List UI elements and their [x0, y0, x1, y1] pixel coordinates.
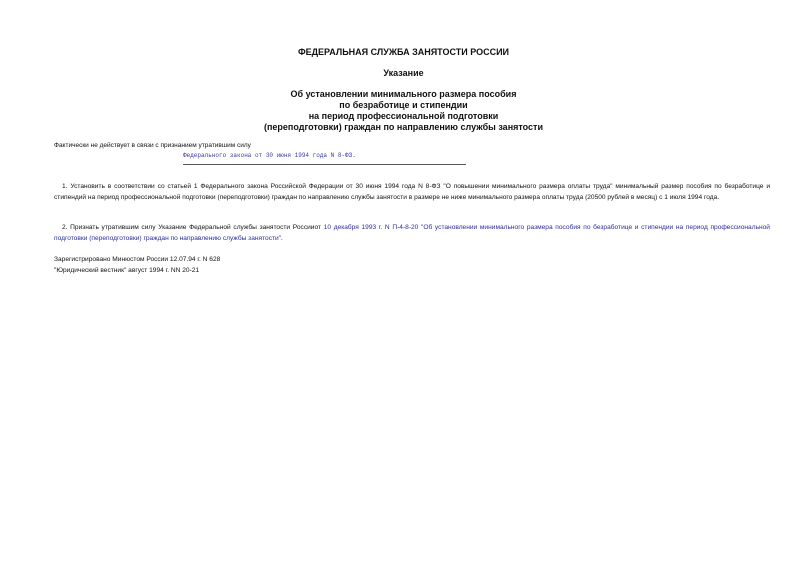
paragraph-2-prefix: 2. Признать утратившим силу Указание Федеральной службы занятости Россииот — [62, 224, 324, 231]
title-line: на период профессиональной подготовки — [308, 111, 499, 121]
agency-name: ФЕДЕРАЛЬНАЯ СЛУЖБА ЗАНЯТОСТИ РОССИИ — [297, 47, 510, 57]
title-line: Об установлении минимального размера пособия — [290, 89, 517, 99]
paragraph-2 — [54, 223, 770, 244]
title-line: (переподготовки) граждан по направлению службы занятости — [263, 122, 543, 132]
paragraph-1: 1. Установить в соответствии со статьей 1 Федерального закона Российской Федерации от 30 июня 1994 года N 8-ФЗ "О повышении минимального размера оплаты труда" минимальный размер пособия по безработице и стипендий на период профессиональной подготовки (переподготовки) граждан по направлению службы занятости в размере не ниже минимального размера оплаты труда (20500 рублей в месяц) с 1 июля 1994 года. — [54, 183, 770, 201]
registration-note: Зарегистрировано Минюстом России 12.07.94 г. N 628 — [54, 256, 221, 263]
repealing-law-link[interactable]: Федерального закона от 30 июня 1994 года N 8-ФЗ. — [183, 152, 356, 159]
document-title — [0, 89, 807, 133]
publication-note: "Юридический вестник" август 1994 г. NN 20-21 — [54, 267, 200, 274]
document-type: Указание — [383, 68, 424, 78]
repealed-order-link[interactable]: 10 декабря 1993 г. N П-4-8-20 "Об установлении минимального размера пособия по безработице и стипендии на период профессиональной подготовки (переподготовки) граждан по направлению службы занятости" — [54, 224, 770, 242]
status-note: Фактически не действует в связи с признанием утратившим силу — [54, 142, 251, 149]
title-line: по безработице и стипендии — [339, 100, 468, 110]
paragraph-2-suffix: . — [281, 234, 283, 242]
divider-line — [183, 164, 466, 165]
